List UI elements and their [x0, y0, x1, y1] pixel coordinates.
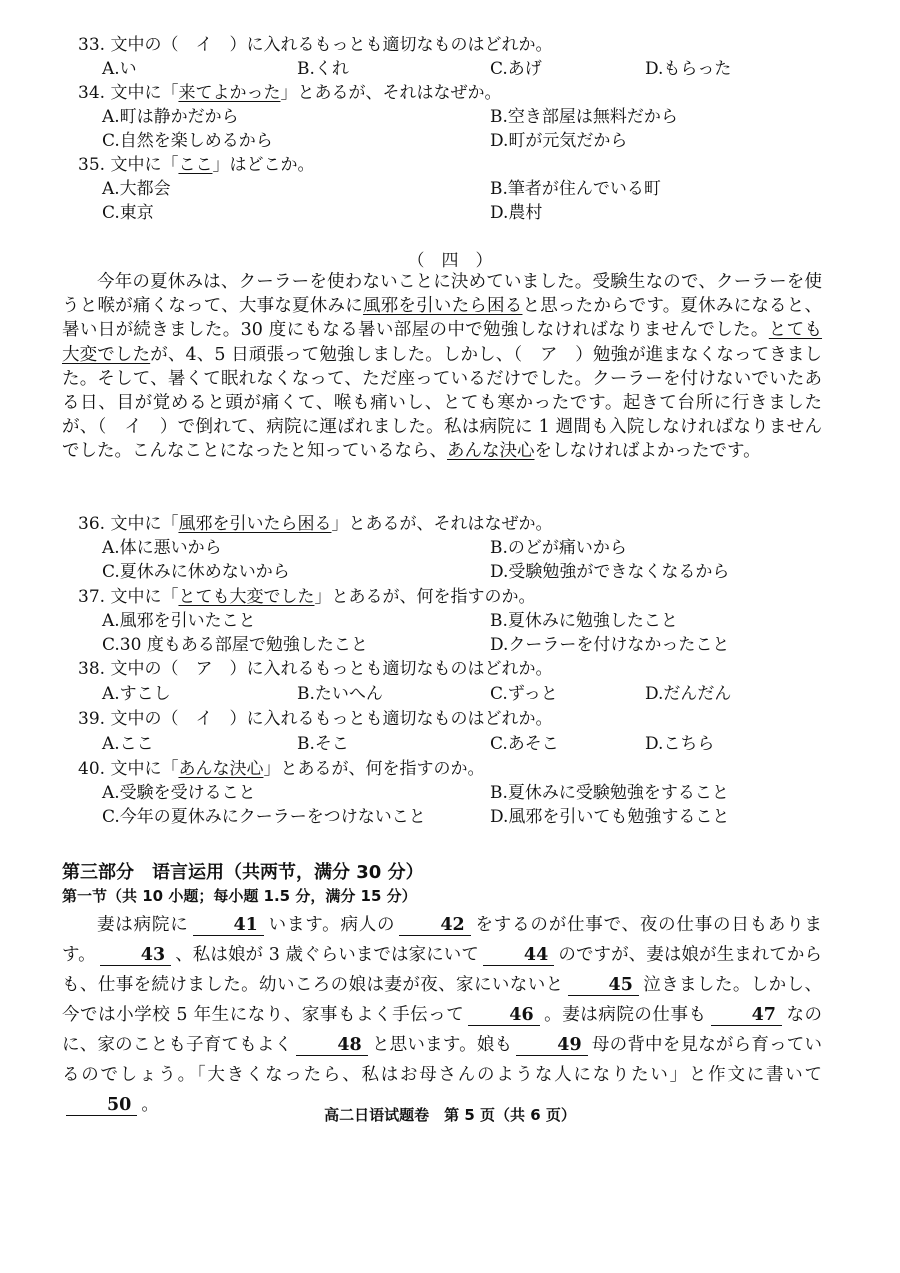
q33-option-d: D.もらった	[645, 59, 732, 79]
blank-48: 48	[296, 1035, 367, 1056]
q40-option-d: D.風邪を引いても勉強すること	[490, 807, 730, 827]
q33-option-a: A.い	[102, 59, 137, 79]
q35-option-d: D.農村	[490, 203, 543, 223]
q40-option-c: C.今年の夏休みにクーラーをつけないこと	[102, 807, 426, 827]
question-38-stem: 38. 文中の（ ア ）に入れるもっとも適切なものはどれか。	[78, 659, 553, 679]
part-three-title: 第三部分 语言运用（共两节，满分 30 分）	[62, 862, 424, 883]
q34-option-c: C.自然を楽しめるから	[102, 131, 273, 151]
q38-option-c: C.ずっと	[490, 684, 558, 704]
reading-passage: 今年の夏休みは、クーラーを使わないことに決めていました。受験生なので、クーラーを使うと喉が痛くなって、大事な夏休みに風邪を引いたら困ると思ったからです。夏休みになると、暑い日が続きました。30 度にもなる暑い部屋の中で勉強しなければなりませんでした。とても大変でしたが、4、5 日頑張って勉強しました。しかし、（ ア ）勉強が進まなくなってきました。そして、暑くて眠れなくなって、ただ座っているだけでした。クーラーを付けないでいたある日、目が覚めると頭が痛くて、喉も痛いし、とても寒かったです。起きて台所に行きましたが、（ イ ）で倒れて、病院に運ばれました。私は病院に 1 週間も入院しなければなりませんでした。こんなことになったと知っているなら、あんな決心をしなければよかったです。	[62, 272, 823, 462]
question-36-stem: 36. 文中に「風邪を引いたら困る」とあるが、それはなぜか。	[78, 514, 553, 534]
page-footer: 高二日语试题卷 第 5 页（共 6 页）	[324, 1106, 576, 1124]
section-title: （ 四 ）	[407, 251, 493, 271]
q40-option-a: A.受験を受けること	[102, 783, 256, 803]
section-one-instructions: 第一节（共 10 小题；每小题 1.5 分，满分 15 分）	[62, 887, 417, 905]
question-33-stem: 33. 文中の（ イ ）に入れるもっとも適切なものはどれか。	[78, 35, 553, 55]
q38-option-b: B.たいへん	[297, 684, 383, 704]
blank-45: 45	[568, 975, 639, 996]
blank-41: 41	[193, 915, 264, 936]
q36-option-d: D.受験勉強ができなくなるから	[490, 562, 730, 582]
q40-option-b: B.夏休みに受験勉強をすること	[490, 783, 729, 803]
q36-option-c: C.夏休みに休めないから	[102, 562, 290, 582]
q36-option-a: A.体に悪いから	[102, 538, 222, 558]
q36-option-b: B.のどが痛いから	[490, 538, 627, 558]
blank-42: 42	[399, 915, 470, 936]
blank-44: 44	[483, 945, 554, 966]
question-40-stem: 40. 文中に「あんな決心」とあるが、何を指すのか。	[78, 759, 485, 779]
q35-option-b: B.筆者が住んでいる町	[490, 179, 661, 199]
cloze-passage: 妻は病院に 41 います。病人の 42 をするのが仕事で、夜の仕事の日もあります。 43 、私は娘が 3 歳ぐらいまでは家にいて 44 のですが、妻は娘が生まれてからも、仕事を続けました。幼いころの娘は妻が夜、家にいないと 45 泣きました。しかし、今では小学校 5 年生になり、家事もよく手伝って 46 。妻は病院の仕事も 47 なのに、家のことも子育てもよく 48 と思います。娘も 49 母の背中を見ながら育っているのでしょう。「大きくなったら、私はお母さんのような人になりたい」と作文に書いて50 。	[62, 915, 823, 1115]
blank-43: 43	[100, 945, 171, 966]
q39-option-c: C.あそこ	[490, 734, 559, 754]
q37-option-d: D.クーラーを付けなかったこと	[490, 635, 730, 655]
q34-option-b: B.空き部屋は無料だから	[490, 107, 678, 127]
q33-option-c: C.あげ	[490, 59, 542, 79]
q35-option-c: C.東京	[102, 203, 154, 223]
q37-option-c: C.30 度もある部屋で勉強したこと	[102, 635, 368, 655]
q38-option-a: A.すこし	[102, 684, 171, 704]
question-37-stem: 37. 文中に「とても大変でした」とあるが、何を指すのか。	[78, 587, 536, 607]
q39-option-a: A.ここ	[102, 734, 154, 754]
q39-option-b: B.そこ	[297, 734, 349, 754]
blank-47: 47	[711, 1005, 782, 1026]
blank-50: 50	[66, 1095, 137, 1116]
q38-option-d: D.だんだん	[645, 684, 732, 704]
question-39-stem: 39. 文中の（ イ ）に入れるもっとも適切なものはどれか。	[78, 709, 553, 729]
q35-option-a: A.大都会	[102, 179, 171, 199]
q37-option-a: A.風邪を引いたこと	[102, 611, 256, 631]
q37-option-b: B.夏休みに勉強したこと	[490, 611, 678, 631]
q34-option-a: A.町は静かだから	[102, 107, 239, 127]
blank-49: 49	[516, 1035, 587, 1056]
blank-46: 46	[468, 1005, 539, 1026]
question-34-stem: 34. 文中に「来てよかった」とあるが、それはなぜか。	[78, 83, 502, 103]
q34-option-d: D.町が元気だから	[490, 131, 628, 151]
q33-option-b: B.くれ	[297, 59, 349, 79]
q39-option-d: D.こちら	[645, 734, 715, 754]
question-35-stem: 35. 文中に「ここ」はどこか。	[78, 155, 315, 175]
